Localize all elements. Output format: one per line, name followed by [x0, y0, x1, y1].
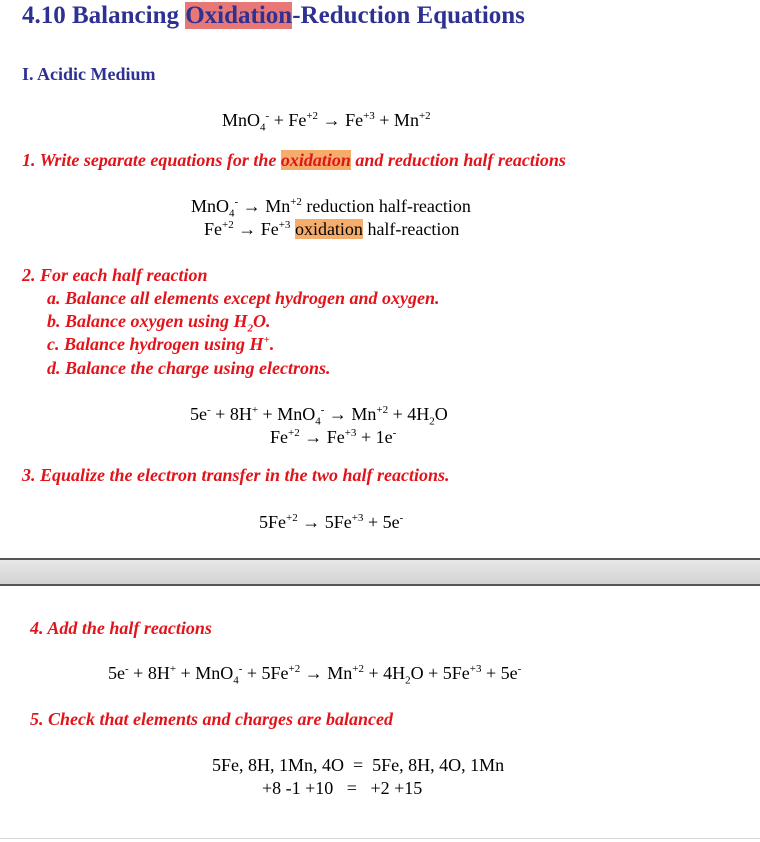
half-reaction-reduction: $MnO_4^- \to Mn^{+2}$ reduction half-reaction — [191, 196, 471, 220]
step-4: 4. Add the half reactions — [30, 618, 212, 638]
step-5: 5. Check that elements and charges are balanced — [30, 709, 393, 729]
page-divider — [0, 558, 760, 586]
step-2-title: 2. For each half reaction — [22, 265, 208, 285]
balanced-reduction: $5e^- + 8H^+ + MnO_4^- \to Mn^{+2} + 4H_2O$ — [190, 404, 448, 428]
step-2c: c. Balance hydrogen using H+. — [47, 334, 275, 354]
step-1: 1. Write separate equations for the oxidation and reduction half reactions — [22, 150, 566, 170]
bottom-rule — [0, 838, 760, 839]
equalized-equation: $5Fe^{+2} \to 5Fe^{+3} + 5e^-$ — [259, 512, 404, 532]
balanced-oxidation: $Fe^{+2} \to Fe^{+3} + 1e^-$ — [270, 427, 397, 447]
page-title: 4.10 Balancing Oxidation-Reduction Equations — [22, 2, 525, 29]
combined-equation: $5e^- + 8H^+ + MnO_4^- + 5Fe^{+2} \to Mn^{+2} + 4H_2O + 5Fe^{+3} + 5e^-$ — [108, 663, 522, 687]
step-1-highlight: oxidation — [280, 150, 351, 170]
step-2a: a. Balance all elements except hydrogen and oxygen. — [47, 288, 440, 308]
section-heading: I. Acidic Medium — [22, 64, 156, 84]
overall-equation: $MnO_4^- + Fe^{+2} \to Fe^{+3} + Mn^{+2}$ — [222, 110, 431, 134]
half-reaction-oxidation: $Fe^{+2} \to Fe^{+3}$ oxidation half-reaction — [204, 219, 460, 239]
title-highlight: Oxidation — [185, 2, 293, 29]
step-3: 3. Equalize the electron transfer in the two half reactions. — [22, 465, 450, 485]
check-charges: +8 -1 +10 = +2 +15 — [262, 778, 423, 798]
check-elements: 5Fe, 8H, 1Mn, 4O = 5Fe, 8H, 4O, 1Mn — [212, 755, 505, 775]
step-2d: d. Balance the charge using electrons. — [47, 358, 331, 378]
step-2b: b. Balance oxygen using $H_2O$. — [47, 311, 271, 335]
